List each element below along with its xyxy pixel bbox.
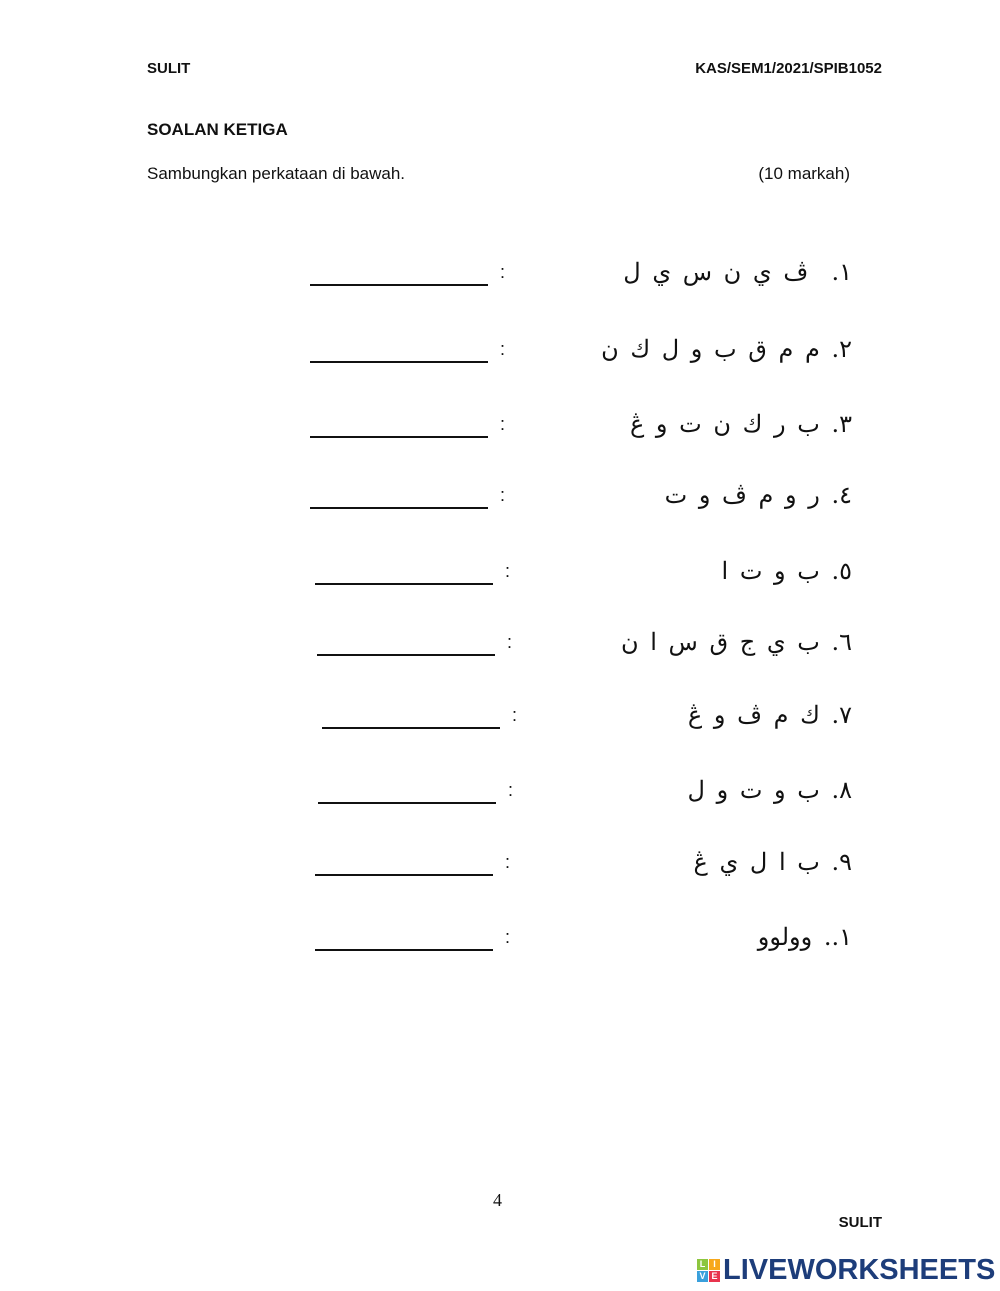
answer-blank[interactable] <box>310 361 488 363</box>
logo-tile: V <box>697 1271 708 1282</box>
question-row <box>0 776 1000 816</box>
question-row <box>0 701 1000 741</box>
colon: : <box>505 927 511 947</box>
answer-blank[interactable] <box>322 727 500 729</box>
header-right: KAS/SEM1/2021/SPIB1052 <box>695 60 882 77</box>
question-row <box>0 848 1000 888</box>
jawi-letters: ٤. ر و م ڤ و ت <box>664 481 852 509</box>
jawi-letters: ١.. وولوو <box>757 923 852 951</box>
answer-blank[interactable] <box>317 654 495 656</box>
answer-blank[interactable] <box>310 284 488 286</box>
colon: : <box>508 780 514 800</box>
answer-blank[interactable] <box>315 949 493 951</box>
logo-tile: E <box>709 1271 720 1282</box>
colon: : <box>512 705 518 725</box>
colon: : <box>500 262 506 282</box>
colon: : <box>505 852 511 872</box>
logo-tile: I <box>709 1259 720 1270</box>
colon: : <box>505 561 511 581</box>
colon: : <box>500 485 506 505</box>
question-row <box>0 258 1000 298</box>
jawi-letters: ٨. ب و ت و ل <box>687 776 852 804</box>
jawi-letters: ٢. م م ق ب و ل ك ن <box>601 335 852 363</box>
logo-text: LIVEWORKSHEETS <box>723 1254 996 1286</box>
jawi-letters: ٥. ب و ت ا <box>721 557 852 585</box>
question-row <box>0 410 1000 450</box>
marks: (10 markah) <box>758 164 850 183</box>
colon: : <box>507 632 513 652</box>
answer-blank[interactable] <box>315 583 493 585</box>
colon: : <box>500 414 506 434</box>
logo-tiles-icon <box>697 1259 720 1282</box>
jawi-letters: ٩. ب ا ل ي ڠ <box>693 848 852 876</box>
liveworksheets-logo <box>697 1254 995 1287</box>
page-number: 4 <box>493 1190 502 1210</box>
colon: : <box>500 339 506 359</box>
section-title: SOALAN KETIGA <box>147 120 288 139</box>
instruction: Sambungkan perkataan di bawah. <box>147 164 406 183</box>
logo-tile: L <box>697 1259 708 1270</box>
question-row <box>0 557 1000 597</box>
question-row <box>0 335 1000 375</box>
answer-blank[interactable] <box>315 874 493 876</box>
jawi-letters: ١. ڤ ي ن س ي ل <box>623 258 852 286</box>
answer-blank[interactable] <box>310 507 488 509</box>
question-row <box>0 628 1000 668</box>
question-row <box>0 481 1000 521</box>
answer-blank[interactable] <box>318 802 496 804</box>
jawi-letters: ٦. ب ي ج ق س ا ن <box>620 628 852 656</box>
footer-sulit: SULIT <box>838 1214 882 1231</box>
jawi-letters: ٧. ك م ڤ و ڠ <box>687 701 852 729</box>
header-left: SULIT <box>147 60 191 77</box>
answer-blank[interactable] <box>310 436 488 438</box>
question-row <box>0 923 1000 963</box>
jawi-letters: ٣. ب ر ك ن ت و ڠ <box>629 410 852 438</box>
